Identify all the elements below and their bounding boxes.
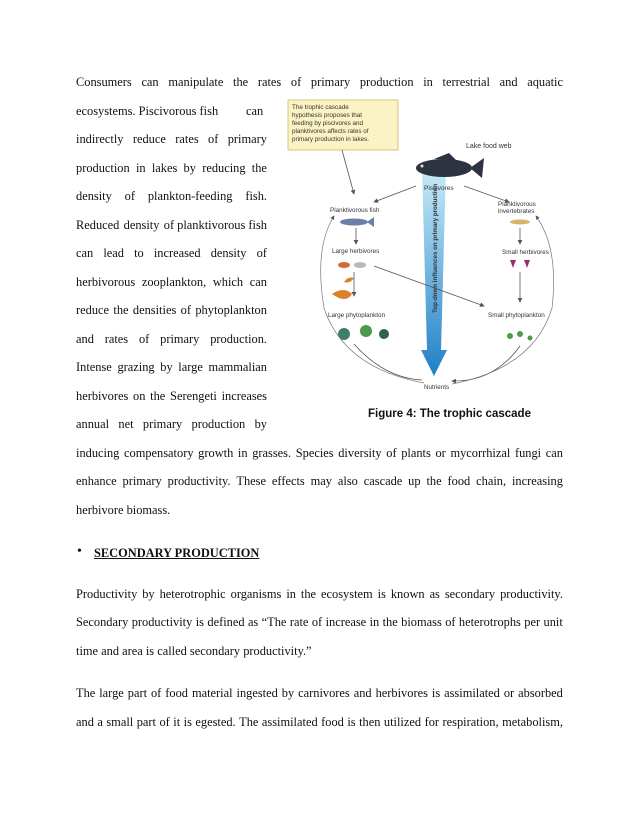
word: terrestrial — [442, 75, 490, 89]
word: the — [113, 303, 129, 317]
word: for — [424, 715, 440, 729]
para3-line1 — [76, 685, 563, 701]
word: reduce — [76, 303, 110, 317]
word: reducing — [202, 161, 246, 175]
word: increases — [221, 389, 267, 403]
para1-line12 — [76, 388, 267, 404]
word: indirectly — [76, 132, 124, 146]
word: productivity. — [167, 474, 231, 488]
label-small-herbivores: Small herbivores — [502, 249, 549, 256]
word: cascade — [363, 474, 403, 488]
word: Serengeti — [170, 389, 217, 403]
para2-line3: time and area is called secondary productivity.” — [76, 644, 312, 658]
word: food — [165, 686, 188, 700]
word: Productivity — [76, 587, 138, 601]
word: densities — [132, 303, 177, 317]
word: the — [251, 161, 267, 175]
word: plankton-feeding — [147, 189, 233, 203]
word: utilized — [383, 715, 422, 729]
invertebrate-icon — [510, 220, 530, 225]
word: also — [337, 474, 358, 488]
word: The — [239, 715, 259, 729]
word: may — [310, 474, 332, 488]
word: herbivores — [76, 389, 129, 403]
word: assimilated — [444, 686, 500, 700]
word: part — [127, 686, 148, 700]
word: then — [359, 715, 381, 729]
para1-line5 — [76, 188, 267, 204]
para1-line4 — [76, 160, 267, 176]
word: effects — [271, 474, 305, 488]
word: chain, — [476, 474, 507, 488]
word: aquatic — [527, 75, 563, 89]
word: of — [386, 446, 397, 460]
word: up — [408, 474, 421, 488]
word: in — [369, 615, 380, 629]
word: heterotrophs — [458, 615, 521, 629]
para1-line15 — [76, 473, 563, 489]
word: plants — [401, 446, 431, 460]
word: can — [249, 275, 267, 289]
word: of — [180, 303, 191, 317]
label-nutrients: Nutrients — [424, 384, 450, 391]
word: Species — [295, 446, 334, 460]
algae-cluster-icon — [338, 325, 389, 340]
word: increasing — [511, 474, 563, 488]
callout-line: hypothesis proposes that — [292, 112, 363, 119]
para1-line16: herbivore biomass. — [76, 503, 171, 517]
word: rates — [175, 132, 199, 146]
word: per — [524, 615, 541, 629]
callout-line: The trophic cascade — [292, 104, 349, 111]
word: production — [191, 417, 246, 431]
word: is — [377, 587, 386, 601]
word: Consumers — [76, 75, 132, 89]
word: of — [150, 686, 162, 700]
word: density — [76, 189, 112, 203]
word: production — [359, 75, 414, 89]
word: biomass — [401, 615, 442, 629]
word: large — [178, 360, 203, 374]
callout-line: planktivores affects rates of — [292, 128, 369, 135]
word: diversity — [338, 446, 382, 460]
word: ingested — [236, 686, 278, 700]
para1-line11 — [76, 359, 267, 375]
word: of — [124, 189, 135, 203]
small-herbivore-icon — [510, 260, 530, 268]
word: primary — [160, 332, 200, 346]
word: the — [233, 75, 249, 89]
word: growth — [198, 446, 234, 460]
word: unit — [543, 615, 563, 629]
word: by — [142, 587, 155, 601]
planktivorous-fish-icon — [340, 217, 374, 227]
label-planktivorous-fish: Planktivorous fish — [330, 207, 380, 214]
word: primary — [227, 132, 267, 146]
para3-line2 — [76, 714, 563, 730]
word: fish. — [245, 189, 267, 203]
word: These — [236, 474, 267, 488]
para1-line1 — [76, 74, 563, 90]
large-herbivore-icon — [338, 262, 366, 268]
word: density — [123, 218, 160, 232]
word: heterotrophic — [159, 587, 226, 601]
figure-title: Lake food web — [466, 143, 512, 150]
word: rate — [289, 615, 309, 629]
word: productivity — [131, 615, 193, 629]
word: herbivores — [375, 686, 428, 700]
figure-caption: Figure 4: The trophic cascade — [368, 408, 531, 420]
para1-line13 — [76, 416, 267, 432]
callout-line: feeding by piscivores and — [292, 120, 364, 127]
para2-line2 — [76, 614, 563, 630]
para1-line7 — [76, 245, 267, 261]
word: of — [256, 246, 267, 260]
para1-line8 — [76, 274, 267, 290]
para2-line1 — [76, 586, 563, 602]
para1-line2b: can — [246, 104, 264, 118]
para1-line6 — [76, 217, 267, 233]
label-small-phytoplankton: Small phytoplankton — [488, 312, 545, 319]
word: large — [99, 686, 124, 700]
word: increase — [325, 615, 367, 629]
word: by — [254, 417, 267, 431]
word: by — [160, 360, 173, 374]
word: ecosystem — [321, 587, 373, 601]
word: mycorrhizal — [450, 446, 511, 460]
word: egested. — [195, 715, 236, 729]
word: fungi — [514, 446, 542, 460]
word: the — [150, 389, 166, 403]
word: is — [347, 715, 356, 729]
word: inducing — [76, 446, 120, 460]
small-phytoplankton-icon — [507, 331, 533, 341]
word: of planktivorous fish — [163, 218, 267, 232]
word: in — [135, 161, 146, 175]
lake-fish-icon — [416, 153, 484, 178]
word: as — [429, 587, 440, 601]
word: organisms — [230, 587, 282, 601]
word: increased — [153, 246, 201, 260]
word: assimilated — [261, 715, 318, 729]
word: it — [173, 715, 181, 729]
word: which — [212, 275, 244, 289]
word: respiration, — [442, 715, 499, 729]
label-piscivores: Piscivores — [424, 185, 454, 192]
section-heading: SECONDARY PRODUCTION — [94, 546, 260, 560]
label-planktivorous-invertebrates: invertebrates — [498, 208, 535, 215]
para1-line9 — [76, 302, 267, 318]
word: or — [503, 686, 515, 700]
word: productivity. — [500, 587, 563, 601]
word: of — [311, 615, 323, 629]
word: “The — [261, 615, 287, 629]
word: primary — [122, 474, 162, 488]
word: the — [382, 615, 398, 629]
word: lakes — [151, 161, 178, 175]
word: lead — [103, 246, 124, 260]
word: and — [353, 686, 372, 700]
word: can — [141, 75, 159, 89]
word: in — [286, 587, 296, 601]
word: annual — [76, 417, 110, 431]
word: as — [247, 615, 259, 629]
word: small — [106, 715, 134, 729]
word: a — [97, 715, 103, 729]
word: Reduced — [76, 218, 120, 232]
word: of — [290, 75, 302, 89]
para1-line14 — [76, 445, 563, 461]
word: zooplankton, — [141, 275, 207, 289]
word: is — [431, 686, 441, 700]
word: grasses. — [252, 446, 292, 460]
word: of — [445, 615, 456, 629]
word: known — [390, 587, 425, 601]
trophic-cascade-figure — [284, 98, 584, 393]
word: phytoplankton — [195, 303, 267, 317]
word: is — [183, 715, 192, 729]
callout-line: primary production in lakes. — [292, 136, 369, 143]
word: of — [208, 132, 219, 146]
label-planktivorous-invertebrates: Planktivorous — [498, 201, 536, 208]
word: is — [195, 615, 204, 629]
word: of — [138, 332, 150, 346]
word: production. — [210, 332, 267, 346]
word: carnivores — [298, 686, 350, 700]
arrow-label: Top-down influences on primary production — [432, 183, 439, 313]
word: mammalian — [208, 360, 267, 374]
word: primary — [310, 75, 351, 89]
svg-text:Planktivorous invertebrate — [498, 201, 538, 215]
word: production — [76, 161, 130, 175]
para1-line10 — [76, 331, 267, 347]
bullet-icon: • — [77, 544, 82, 559]
word: secondary — [444, 587, 496, 601]
word: food — [321, 715, 344, 729]
word: grazing — [117, 360, 155, 374]
word: in — [423, 75, 433, 89]
word: Secondary — [76, 615, 129, 629]
label-large-phytoplankton: Large phytoplankton — [328, 312, 386, 319]
word: of — [159, 715, 170, 729]
word: and — [76, 332, 94, 346]
para1-line2a: ecosystems. Piscivorous fish — [76, 104, 219, 118]
word: absorbed — [518, 686, 563, 700]
word: primary — [142, 417, 183, 431]
word: the — [300, 587, 317, 601]
word: Intense — [76, 360, 112, 374]
word: defined — [207, 615, 245, 629]
word: rates — [257, 75, 282, 89]
word: can — [545, 446, 563, 460]
word: material — [191, 686, 233, 700]
word: and — [76, 715, 94, 729]
word: herbivorous — [76, 275, 136, 289]
label-large-herbivores: Large herbivores — [332, 248, 380, 255]
word: compensatory — [124, 446, 194, 460]
word: and — [499, 75, 518, 89]
word: rates — [104, 332, 129, 346]
word: manipulate — [168, 75, 224, 89]
word: reduce — [132, 132, 166, 146]
word: metabolism, — [502, 715, 563, 729]
word: enhance — [76, 474, 117, 488]
word: in — [237, 446, 248, 460]
word: part — [136, 715, 156, 729]
word: by — [281, 686, 295, 700]
para1-line3 — [76, 131, 267, 147]
word: The — [76, 686, 96, 700]
word: density — [210, 246, 247, 260]
word: on — [133, 389, 146, 403]
word: can — [76, 246, 94, 260]
large-phytoplankton-icon — [332, 278, 354, 300]
word: net — [118, 417, 134, 431]
word: or — [435, 446, 446, 460]
word: the — [426, 474, 442, 488]
word: by — [183, 161, 196, 175]
word: to — [134, 246, 144, 260]
word: food — [447, 474, 471, 488]
